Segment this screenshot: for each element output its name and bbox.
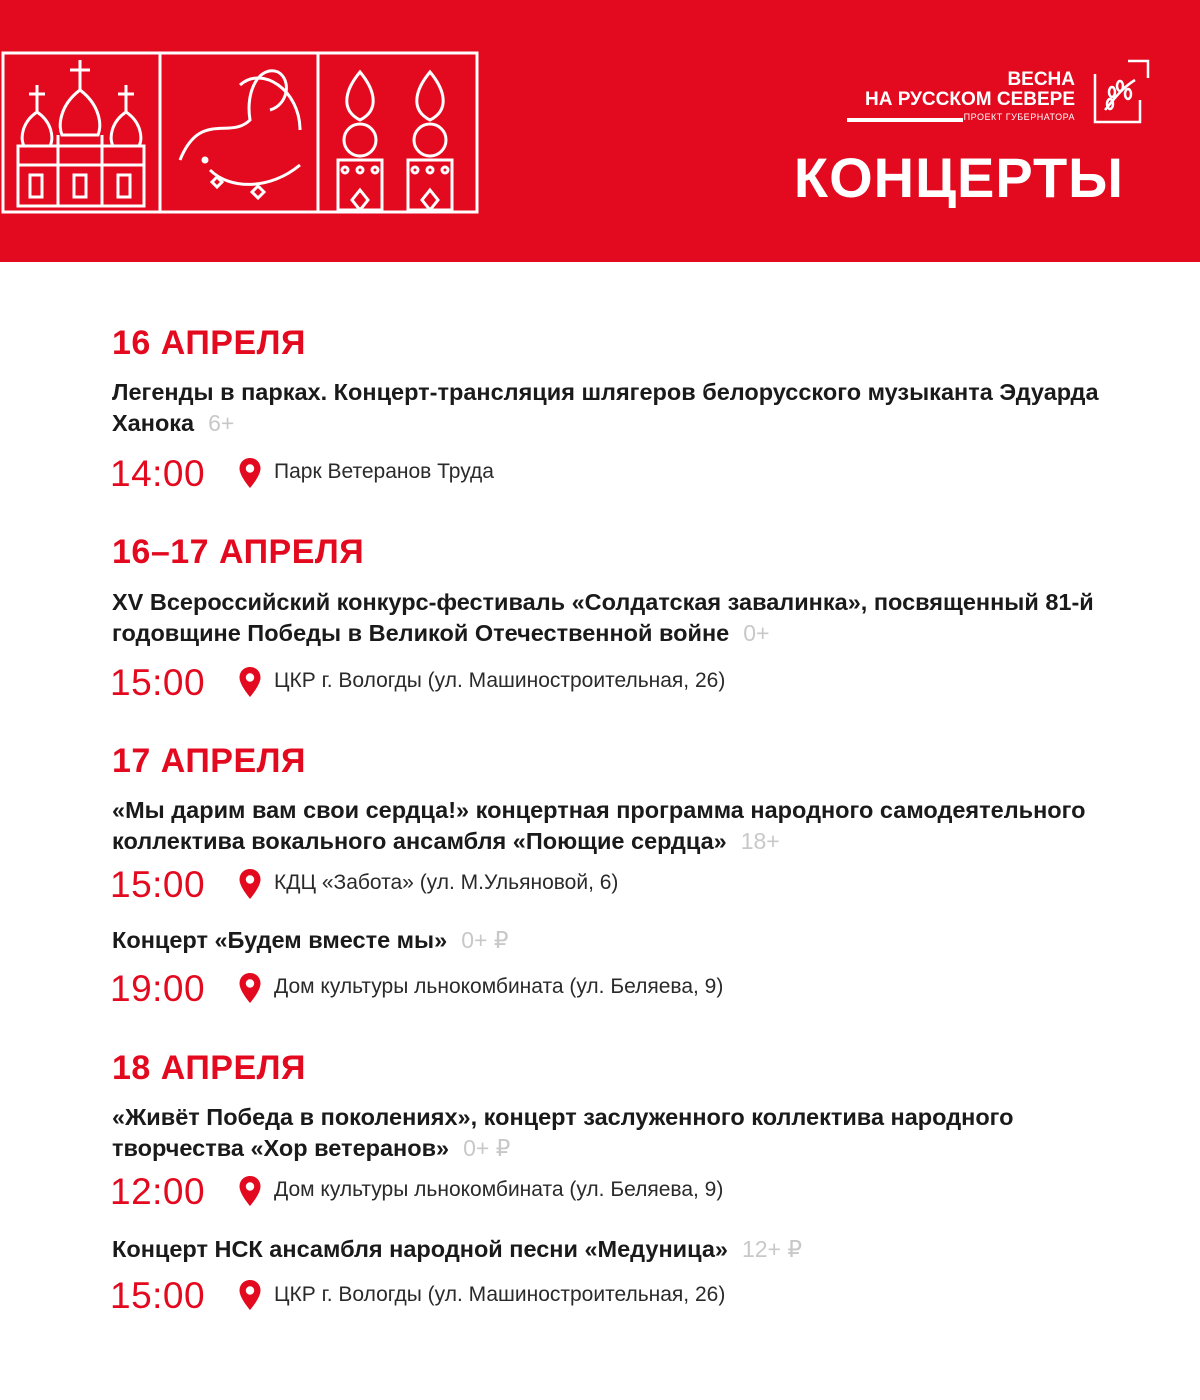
event-time: 15:00 <box>110 1275 206 1316</box>
location-pin-icon <box>238 1175 262 1207</box>
event-title: «Мы дарим вам свои сердца!» концертная программа народного самодеятельного коллектива вокального ансамбля «Поющие сердца» 18+ <box>112 797 1086 854</box>
willow-branch-icon <box>1090 58 1150 124</box>
event-time: 19:00 <box>110 968 206 1009</box>
event-place: Дом культуры льнокомбината (ул. Беляева, 9) <box>274 975 724 998</box>
location-pin-icon <box>238 1279 262 1311</box>
event-time: 15:00 <box>110 662 206 703</box>
location-pin-icon <box>238 457 262 489</box>
logo-line-3: ПРОЕКТ ГУБЕРНАТОРА <box>963 112 1075 122</box>
header-banner <box>0 0 1200 262</box>
event-place: Дом культуры льнокомбината (ул. Беляева, 9) <box>274 1178 724 1201</box>
event-place: КДЦ «Забота» (ул. М.Ульяновой, 6) <box>274 871 619 894</box>
age-badge: 0+ ₽ <box>461 927 509 953</box>
date-heading: 16 АПРЕЛЯ <box>112 324 306 362</box>
logo-line-1: ВЕСНА <box>1007 69 1075 90</box>
date-heading: 16–17 АПРЕЛЯ <box>112 533 365 571</box>
age-badge: 18+ <box>740 828 780 854</box>
event-place: ЦКР г. Вологды (ул. Машиностроительная, 26) <box>274 1283 726 1306</box>
event-title: «Живёт Победа в поколениях», концерт заслуженного коллектива народного творчества «Хор ветеранов» 0+ ₽ <box>112 1104 1014 1161</box>
event-title: Легенды в парках. Концерт-трансляция шлягеров белорусского музыканта Эдуарда Ханока 6+ <box>112 379 1099 436</box>
age-badge: 12+ ₽ <box>741 1236 803 1262</box>
folk-ornament-icon <box>0 50 480 215</box>
page-title: КОНЦЕРТЫ <box>793 146 1124 209</box>
age-badge: 0+ <box>743 620 770 646</box>
date-heading: 17 АПРЕЛЯ <box>112 742 306 780</box>
location-pin-icon <box>238 868 262 900</box>
logo-underline <box>847 118 963 122</box>
project-logo <box>845 58 1155 128</box>
event-title: XV Всероссийский конкурс-фестиваль «Солдатская завалинка», посвященный 81-й годовщине Победы в Великой Отечественной войне 0+ <box>112 589 1094 646</box>
logo-line-2: НА РУССКОМ СЕВЕРЕ <box>864 89 1075 110</box>
location-pin-icon <box>238 972 262 1004</box>
event-time: 14:00 <box>110 453 206 494</box>
event-time: 12:00 <box>110 1171 206 1212</box>
location-pin-icon <box>238 666 262 698</box>
age-badge: 6+ <box>208 410 235 436</box>
event-place: Парк Ветеранов Труда <box>274 460 494 483</box>
event-title: Концерт «Будем вместе мы» 0+ ₽ <box>112 927 509 953</box>
event-place: ЦКР г. Вологды (ул. Машиностроительная, 26) <box>274 669 726 692</box>
event-time: 15:00 <box>110 864 206 905</box>
event-title: Концерт НСК ансамбля народной песни «Медуница» 12+ ₽ <box>112 1236 803 1262</box>
date-heading: 18 АПРЕЛЯ <box>112 1049 306 1087</box>
age-badge: 0+ ₽ <box>463 1135 511 1161</box>
